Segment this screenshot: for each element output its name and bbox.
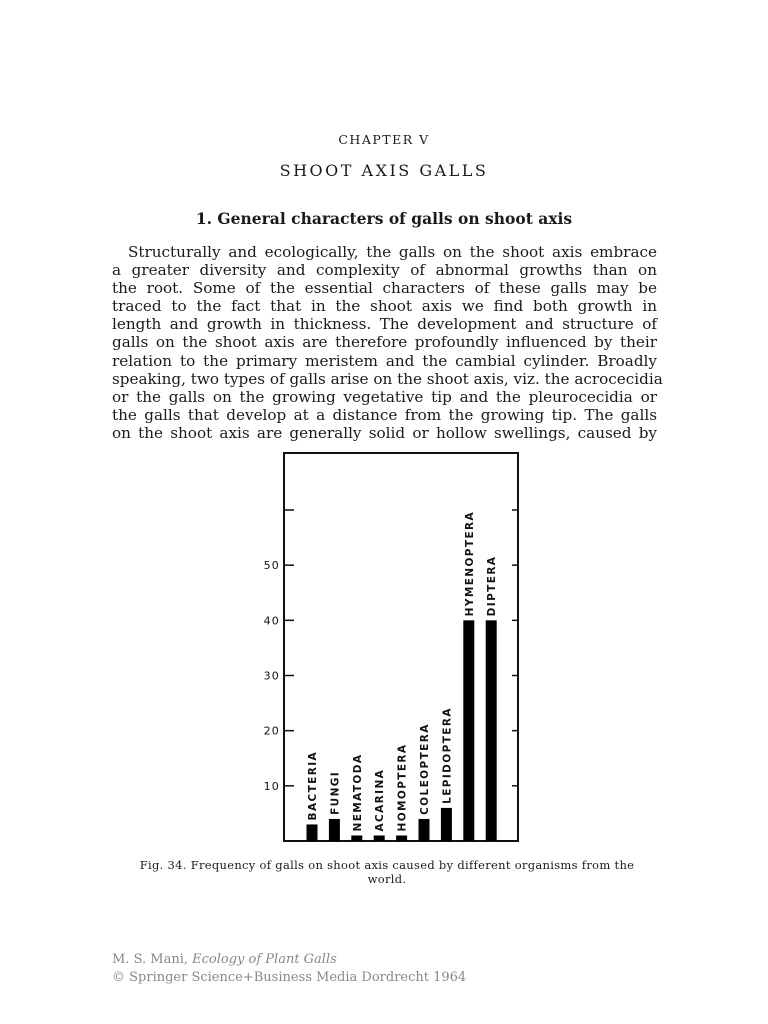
- paragraph-line: galls on the shoot axis are therefore profoundly influenced by their: [112, 333, 657, 352]
- paragraph-line: on the shoot axis are generally solid or hollow swellings, caused by: [112, 423, 657, 442]
- bar-lepidoptera: [441, 808, 452, 841]
- footer-author: M. S. Mani,: [112, 952, 193, 967]
- y-axis-tick-label: 30: [263, 669, 280, 683]
- bar-label-nematoda: NEMATODA: [351, 753, 364, 832]
- figure-caption: [112, 858, 662, 886]
- footer-citation: [112, 951, 466, 987]
- paragraph-line: the root. Some of the essential characters of these galls may be: [112, 279, 657, 298]
- bar-coleoptera: [419, 819, 430, 841]
- bar-label-bacteria: BACTERIA: [307, 750, 319, 821]
- bar-label-acarina: ACARINA: [374, 768, 387, 832]
- bar-hymenoptera: [463, 620, 474, 841]
- body-paragraph: [112, 243, 663, 442]
- bar-label-coleoptera: COLEOPTERA: [419, 723, 431, 815]
- bar-acarina: [374, 835, 385, 841]
- footer-copyright: © Springer Science+Business Media Dordrecht 1964: [112, 970, 467, 985]
- bar-label-fungi: FUNGI: [329, 770, 342, 815]
- chart-frame: [284, 453, 518, 841]
- bar-label-lepidoptera: LEPIDOPTERA: [441, 707, 454, 804]
- chapter-label: CHAPTER V: [338, 132, 430, 147]
- bar-bacteria: [307, 824, 318, 841]
- paragraph-line: a greater diversity and complexity of abnormal growths than on: [112, 261, 657, 280]
- chapter-title: SHOOT AXIS GALLS: [279, 161, 489, 180]
- bar-label-hymenoptera: HYMENOPTERA: [463, 510, 476, 617]
- footer-book-title: Ecology of Plant Galls: [192, 952, 337, 967]
- bar-homoptera: [396, 835, 407, 841]
- bar-diptera: [486, 620, 497, 841]
- bar-fungi: [329, 819, 340, 841]
- paragraph-line: the galls that develop at a distance from the growing tip. The galls: [112, 405, 657, 424]
- paragraph-line: relation to the primary meristem and the cambial cylinder. Broadly: [112, 351, 657, 370]
- paragraph-line: length and growth in thickness. The development and structure of: [112, 315, 657, 334]
- paragraph-line: Structurally and ecologically, the galls on the shoot axis embrace: [128, 243, 657, 261]
- paragraph-line: traced to the fact that in the shoot axis we find both growth in: [112, 297, 657, 316]
- bar-label-diptera: DIPTERA: [486, 555, 499, 617]
- paragraph-line: speaking, two types of galls arise on the shoot axis, viz. the acrocecidia: [112, 369, 663, 388]
- y-axis-tick-label: 20: [263, 724, 280, 738]
- y-axis-tick-label: 10: [263, 779, 280, 793]
- bar-nematoda: [351, 835, 362, 841]
- section-heading: 1. General characters of galls on shoot axis: [195, 209, 573, 228]
- figure-caption-line: world.: [367, 872, 407, 886]
- y-axis-tick-label: 50: [263, 559, 280, 573]
- y-axis-tick-label: 40: [263, 614, 280, 628]
- figure-caption-line: Fig. 34. Frequency of galls on shoot axis caused by different organisms from the: [139, 858, 635, 872]
- paragraph-line: or the galls on the growing vegetative tip and the pleurocecidia or: [112, 387, 657, 406]
- bar-label-homoptera: HOMOPTERA: [396, 743, 409, 832]
